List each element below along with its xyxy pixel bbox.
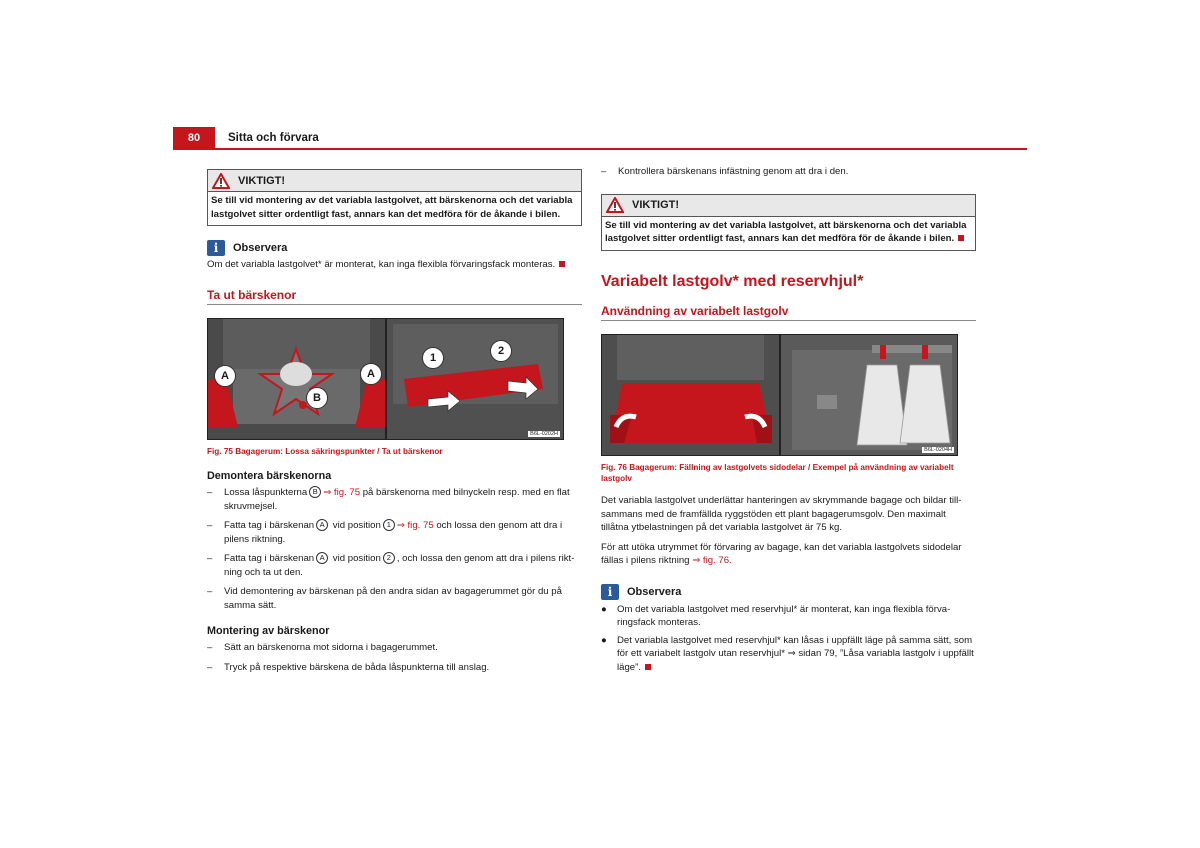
note-title: Observera (233, 242, 288, 254)
info-icon: i (601, 584, 619, 600)
list-item: ● Det variabla lastgolvet med reservhjul* kan låsas i uppfällt läge på samma sätt, som för ett variabelt lastgolv utan reservhjul* ⇒ sidan 79, ”Låsa variabla lastgolv i uppfällt läge”. (601, 634, 974, 673)
list-item: – Vid demontering av bärskenan på den andra sidan av bagagerummet gör du på samma sätt. (207, 586, 562, 611)
warning-box (601, 194, 976, 251)
figure-75 (207, 318, 564, 440)
left-column-lower (207, 446, 582, 674)
right-column-lower (601, 462, 976, 674)
mount-heading: Montering av bärskenor (207, 625, 330, 637)
header-rule (173, 148, 1027, 150)
warning-text: Se till vid montering av det variabla lastgolvet, att bärskenorna och det variabla lastgolvet sitter ordentligt fast, annars kan det medföra för de åkande i bilen. (211, 195, 573, 220)
warning-title: VIKTIGT! (632, 199, 680, 211)
callout-a-left: A (214, 365, 236, 387)
marker-a: A (316, 552, 328, 564)
warning-box (207, 169, 582, 226)
callout-b: B (306, 387, 328, 409)
warning-header (602, 195, 975, 217)
page-number: 80 (173, 127, 215, 149)
list-item: – Fatta tag i bärskenan A vid position 1 ⇒ fig. 75 och lossa den genom att dra i pilens riktning. (207, 520, 563, 545)
callout-a-right: A (360, 363, 382, 385)
note-header (207, 240, 582, 256)
paragraph-1: Det variabla lastgolvet underlättar hanteringen av skrymmande bagage och bildar till-sammans med de framfällda ryggstöden ett plant bagagerumsgolv. Den maximalt tillåtna ytbelastningen på det variabla lastgolvet är 75 kg. (601, 495, 962, 533)
end-square-icon (958, 235, 964, 241)
note-title: Observera (627, 585, 682, 598)
end-square-icon (645, 664, 651, 670)
fig-link[interactable]: ⇒ fig. 76. (692, 555, 732, 566)
list-item: – Sätt an bärskenorna mot sidorna i bagagerummet. (207, 642, 438, 653)
left-column (207, 169, 582, 305)
callout-2: 2 (490, 340, 512, 362)
end-square-icon (559, 261, 565, 267)
warning-header (208, 170, 581, 192)
section-title-remove-rails: Ta ut bärskenor (207, 288, 582, 305)
big-section-title: Variabelt lastgolv* med reservhjul* (601, 272, 864, 290)
marker-a: A (316, 519, 328, 531)
section-title-usage: Användning av variabelt lastgolv (601, 304, 976, 321)
remove-heading: Demontera bärskenorna (207, 470, 332, 482)
figure-code: B6L-0204H (924, 447, 952, 453)
callout-1: 1 (422, 347, 444, 369)
warning-triangle-icon (606, 197, 624, 213)
right-column (601, 165, 976, 321)
marker-1: 1 (383, 519, 395, 531)
list-item: – Kontrollera bärskenans infästning genom att dra i den. (601, 166, 849, 177)
paragraph-2: För att utöka utrymmet för förvaring av bagage, kan det variabla lastgolvets sidodelar fällas i pilens riktning ⇒ fig. 76. (601, 541, 962, 566)
list-item: – Tryck på respektive bärskena de båda låspunkterna till anslag. (207, 661, 490, 673)
list-item: – Fatta tag i bärskenan A vid position 2 , och lossa den genom att dra i pilens rikt-ning och ta ut den. (207, 553, 575, 578)
figure-code: B6L-0202H (530, 431, 558, 437)
warning-title: VIKTIGT! (238, 174, 286, 187)
warning-text: Se till vid montering av det variabla lastgolvet, att bärskenorna och det variabla lastgolvet sitter ordentligt fast, annars kan det medföra för de åkande i bilen. (605, 219, 967, 244)
figure-76-caption: Fig. 76 Bagagerum: Fällning av lastgolvets sidodelar / Exempel på användning av variabelt lastgolv (601, 463, 954, 483)
fig-link[interactable]: ⇒ fig. 75 (323, 487, 361, 498)
figure-76-illustration (602, 335, 958, 456)
warning-triangle-icon (212, 173, 230, 189)
figure-75-caption: Fig. 75 Bagagerum: Lossa säkringspunkter / Ta ut bärskenor (207, 447, 443, 456)
page-title: Sitta och förvara (228, 132, 319, 144)
marker-b: B (309, 486, 321, 498)
figure-75-illustration (208, 319, 564, 440)
list-item: ● Om det variabla lastgolvet med reservhjul* är monterat, kan inga flexibla förva-ringsfack monteras. (601, 603, 951, 628)
marker-2: 2 (383, 552, 395, 564)
fig-link[interactable]: ⇒ fig. 75 (396, 520, 434, 531)
info-icon: i (207, 240, 225, 256)
note-header (601, 584, 976, 600)
note-text: Om det variabla lastgolvet* är monterat, kan inga flexibla förvaringsfack monteras. (207, 258, 582, 272)
list-item: – Lossa låspunkterna B ⇒ fig. 75 på bärskenorna med bilnyckeln resp. med en flat skruvmejsel. (207, 487, 570, 512)
figure-76 (601, 334, 958, 456)
